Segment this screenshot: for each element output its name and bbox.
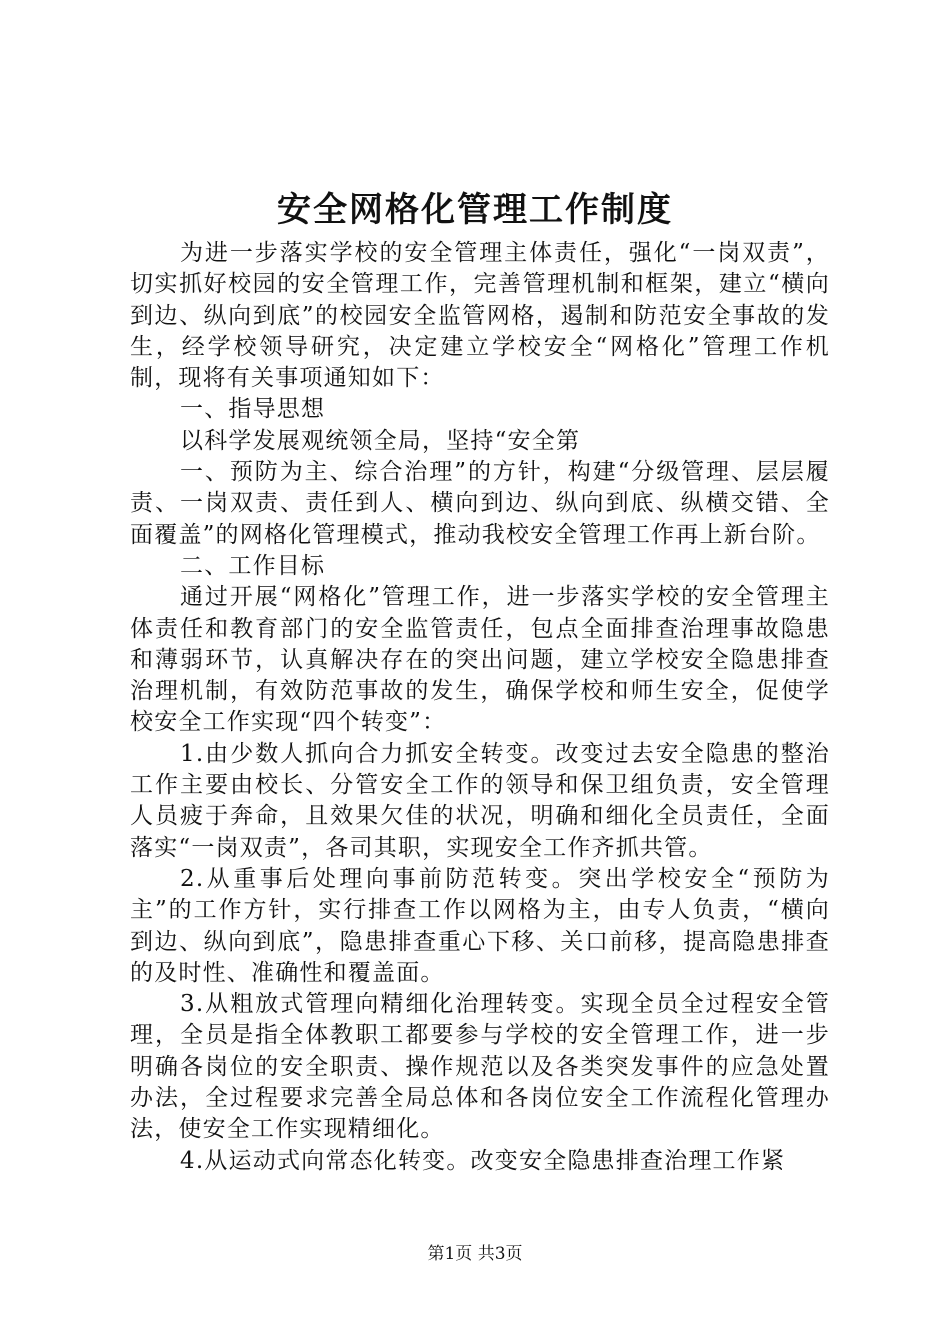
- paragraph-guiding-thought-start: 以科学发展观统领全局，坚持“安全第: [180, 427, 581, 454]
- page-footer: 第1页 共3页: [427, 1244, 523, 1264]
- document-body: [130, 238, 830, 1177]
- paragraph-change-3: 3.从粗放式管理向精细化治理转变。实现全员全过程安全管理，全员是指全体教职工都要参与学校的安全管理工作，进一步明确各岗位的安全职责、操作规范以及各类突发事件的应急处置办法，全过程要求完善全局总体和各岗位安全工作流程化管理办法，使安全工作实现精细化。: [130, 991, 830, 1143]
- paragraph-guiding-thought-cont: 一、预防为主、综合治理”的方针，构建“分级管理、层层履责、一岗双责、责任到人、横向到边、纵向到底、纵横交错、全面覆盖”的网格化管理模式，推动我校安全管理工作再上新台阶。: [130, 459, 830, 548]
- paragraph-change-1: 1.由少数人抓向合力抓安全转变。改变过去安全隐患的整治工作主要由校长、分管安全工作的领导和保卫组负责，安全管理人员疲于奔命，且效果欠佳的状况，明确和细化全员责任，全面落实“一岗双责”，各司其职，实现安全工作齐抓共管。: [130, 740, 830, 861]
- paragraph-change-4: 4.从运动式向常态化转变。改变安全隐患排查治理工作紧: [180, 1147, 786, 1174]
- document-title: 安全网格化管理工作制度: [277, 190, 673, 230]
- paragraph-work-goals: 通过开展“网格化”管理工作，进一步落实学校的安全管理主体责任和教育部门的安全监管责任，包点全面排查治理事故隐患和薄弱环节，认真解决存在的突出问题，建立学校安全隐患排查治理机制，有效防范事故的发生，确保学校和师生安全，促使学校安全工作实现“四个转变”：: [130, 584, 830, 736]
- heading-guiding-thought: 一、指导思想: [180, 396, 326, 423]
- heading-work-goals: 二、工作目标: [180, 552, 326, 579]
- paragraph-change-2: 2.从重事后处理向事前防范转变。突出学校安全“预防为主”的工作方针，实行排查工作以网格为主，由专人负责，“横向到边、纵向到底”，隐患排查重心下移、关口前移，提高隐患排查的及时性、准确性和覆盖面。: [130, 865, 830, 986]
- paragraph-intro: 为进一步落实学校的安全管理主体责任，强化“一岗双责”，切实抓好校园的安全管理工作，完善管理机制和框架，建立“横向到边、纵向到底”的校园安全监管网格，遏制和防范安全事故的发生，经学校领导研究，决定建立学校安全“网格化”管理工作机制，现将有关事项通知如下：: [130, 240, 830, 392]
